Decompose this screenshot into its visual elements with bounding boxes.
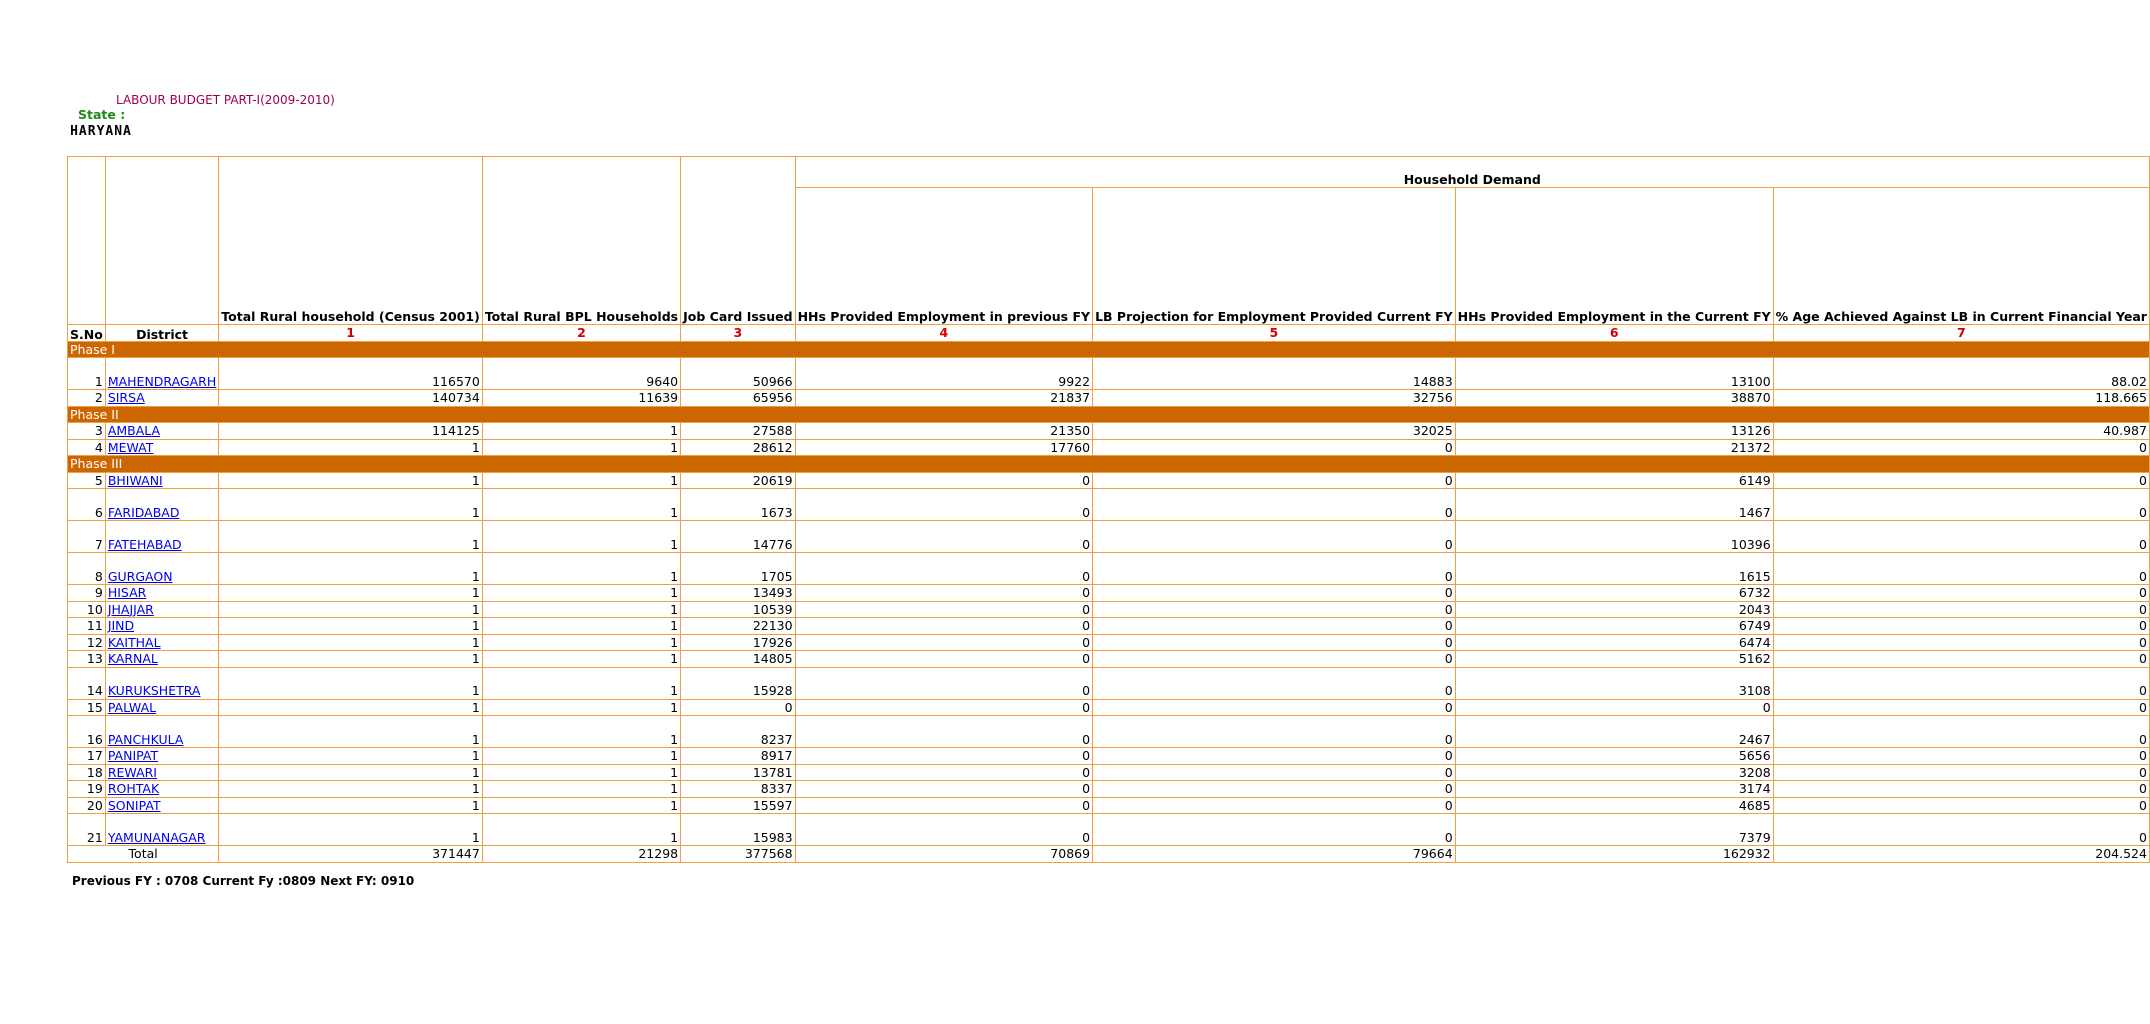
value-cell: 0 <box>1773 601 2149 618</box>
value-cell: 0 <box>1773 797 2149 814</box>
value-cell: 1 <box>482 634 680 651</box>
value-cell: 0 <box>1773 699 2149 716</box>
total-row <box>68 846 2150 863</box>
district-link[interactable]: FARIDABAD <box>107 504 180 520</box>
value-cell: 15983 <box>681 814 795 846</box>
district-link[interactable]: BHIWANI <box>107 472 163 488</box>
value-cell: 0 <box>1093 764 1456 781</box>
district-link[interactable]: MAHENDRAGARH <box>107 373 217 389</box>
value-cell: 1 <box>482 716 680 748</box>
table-row <box>68 601 2150 618</box>
value-cell: 0 <box>795 489 1092 521</box>
phase-row <box>68 456 2150 473</box>
value-cell: 0 <box>1093 553 1456 585</box>
value-cell: 1 <box>482 521 680 553</box>
phase-label: Phase III <box>68 456 2150 473</box>
value-cell: 0 <box>1773 748 2149 765</box>
value-cell: 1 <box>482 585 680 602</box>
value-cell: 14776 <box>681 521 795 553</box>
value-cell: 0 <box>681 699 795 716</box>
value-cell: 1 <box>219 814 483 846</box>
blank-header-cell <box>68 157 106 325</box>
phase-row <box>68 406 2150 423</box>
value-cell: 1467 <box>1455 489 1773 521</box>
value-cell: 0 <box>1093 699 1456 716</box>
value-cell: 0 <box>1093 667 1456 699</box>
header-district: District <box>105 325 218 342</box>
sno-cell: 2 <box>68 390 106 407</box>
district-link[interactable]: JHAJJAR <box>107 601 154 617</box>
state-label: State : <box>78 107 126 122</box>
district-link[interactable]: KARNAL <box>107 651 158 666</box>
value-cell: 10396 <box>1455 521 1773 553</box>
value-cell: 13781 <box>681 764 795 781</box>
value-cell: 0 <box>1773 439 2149 456</box>
value-cell: 0 <box>1773 716 2149 748</box>
value-cell: 0 <box>1093 814 1456 846</box>
value-cell: 5162 <box>1455 651 1773 668</box>
value-cell: 3108 <box>1455 667 1773 699</box>
table-row <box>68 439 2150 456</box>
value-cell: 38870 <box>1455 390 1773 407</box>
district-link[interactable]: KAITHAL <box>107 634 161 650</box>
district-link[interactable]: ROHTAK <box>107 781 160 796</box>
value-cell: 15928 <box>681 667 795 699</box>
table-row <box>68 553 2150 585</box>
value-cell: 1 <box>219 601 483 618</box>
value-cell: 1 <box>219 699 483 716</box>
column-number: 5 <box>1093 325 1456 342</box>
district-link[interactable]: MEWAT <box>107 439 154 455</box>
value-cell: 1 <box>482 439 680 456</box>
value-cell: 1 <box>482 472 680 489</box>
value-cell: 0 <box>795 716 1092 748</box>
value-cell: 1 <box>219 797 483 814</box>
value-cell: 1 <box>219 667 483 699</box>
value-cell: 0 <box>795 797 1092 814</box>
value-cell: 1 <box>219 472 483 489</box>
sno-cell: 4 <box>68 439 106 456</box>
value-cell: 20619 <box>681 472 795 489</box>
district-cell <box>105 472 218 489</box>
district-link[interactable]: SIRSA <box>107 390 145 405</box>
district-link[interactable]: HISAR <box>107 585 147 600</box>
value-cell: 0 <box>795 634 1092 651</box>
column-number-row <box>68 325 2150 342</box>
value-cell: 118.665 <box>1773 390 2149 407</box>
value-cell: 0 <box>1773 553 2149 585</box>
district-cell <box>105 601 218 618</box>
district-cell <box>105 423 218 440</box>
value-cell: 0 <box>1773 472 2149 489</box>
sno-cell: 21 <box>68 814 106 846</box>
district-cell <box>105 748 218 765</box>
sno-cell: 9 <box>68 585 106 602</box>
header-lb-projection: LB Projection for Employment Provided Current FY <box>1093 188 1456 325</box>
value-cell: 0 <box>795 472 1092 489</box>
value-cell: 11639 <box>482 390 680 407</box>
table-row <box>68 781 2150 798</box>
district-cell <box>105 764 218 781</box>
sno-cell: 17 <box>68 748 106 765</box>
table-row <box>68 651 2150 668</box>
value-cell: 0 <box>1773 764 2149 781</box>
value-cell: 1 <box>482 699 680 716</box>
district-link[interactable]: KURUKSHETRA <box>107 683 201 698</box>
value-cell: 0 <box>795 651 1092 668</box>
sno-cell: 20 <box>68 797 106 814</box>
total-value-cell: 162932 <box>1455 846 1773 863</box>
value-cell: 1 <box>219 521 483 553</box>
report-title-year: (2009-2010) <box>260 93 335 107</box>
sno-cell: 10 <box>68 601 106 618</box>
value-cell: 6749 <box>1455 618 1773 635</box>
sno-cell: 3 <box>68 423 106 440</box>
value-cell: 1 <box>219 553 483 585</box>
table-row <box>68 358 2150 390</box>
value-cell: 15597 <box>681 797 795 814</box>
district-cell <box>105 814 218 846</box>
value-cell: 1 <box>482 781 680 798</box>
value-cell: 0 <box>1093 797 1456 814</box>
value-cell: 1 <box>482 748 680 765</box>
fy-footnote: Previous FY : 0708 Current Fy :0809 Next FY: 0910 <box>72 874 415 888</box>
value-cell: 0 <box>795 667 1092 699</box>
table-row <box>68 521 2150 553</box>
value-cell: 5656 <box>1455 748 1773 765</box>
value-cell: 0 <box>1093 618 1456 635</box>
value-cell: 13100 <box>1455 358 1773 390</box>
value-cell: 0 <box>1093 521 1456 553</box>
value-cell: 0 <box>795 553 1092 585</box>
value-cell: 1 <box>219 618 483 635</box>
value-cell: 13126 <box>1455 423 1773 440</box>
phase-row <box>68 341 2150 358</box>
district-link[interactable]: REWARI <box>107 764 157 780</box>
header-sno: S.No <box>68 325 106 342</box>
district-cell <box>105 634 218 651</box>
phase-label: Phase II <box>68 406 2150 423</box>
district-link[interactable]: PANCHKULA <box>107 731 184 747</box>
value-cell: 27588 <box>681 423 795 440</box>
district-cell <box>105 553 218 585</box>
value-cell: 0 <box>1093 489 1456 521</box>
value-cell: 1615 <box>1455 553 1773 585</box>
district-link[interactable]: YAMUNANAGAR <box>107 829 206 845</box>
total-value-cell: 21298 <box>482 846 680 863</box>
total-value-cell: 204.524 <box>1773 846 2149 863</box>
value-cell: 8337 <box>681 781 795 798</box>
value-cell: 9922 <box>795 358 1092 390</box>
value-cell: 3208 <box>1455 764 1773 781</box>
value-cell: 32025 <box>1093 423 1456 440</box>
district-cell <box>105 585 218 602</box>
report-title <box>116 93 335 107</box>
value-cell: 1 <box>219 781 483 798</box>
sno-cell: 15 <box>68 699 106 716</box>
column-number: 6 <box>1455 325 1773 342</box>
value-cell: 1 <box>482 797 680 814</box>
district-cell <box>105 618 218 635</box>
value-cell: 2043 <box>1455 601 1773 618</box>
header-household-demand: Household Demand <box>795 157 2149 188</box>
value-cell: 0 <box>1773 651 2149 668</box>
table-row <box>68 390 2150 407</box>
district-link[interactable]: SONIPAT <box>107 797 161 813</box>
header-total-rural-household: Total Rural household (Census 2001) <box>219 157 483 325</box>
value-cell: 0 <box>795 814 1092 846</box>
sno-cell: 7 <box>68 521 106 553</box>
district-cell <box>105 489 218 521</box>
value-cell: 0 <box>1773 585 2149 602</box>
value-cell: 32756 <box>1093 390 1456 407</box>
header-total-rural-bpl: Total Rural BPL Households <box>482 157 680 325</box>
value-cell: 1 <box>482 814 680 846</box>
district-link[interactable]: FATEHABAD <box>107 536 182 552</box>
value-cell: 14805 <box>681 651 795 668</box>
value-cell: 21372 <box>1455 439 1773 456</box>
value-cell: 0 <box>1093 601 1456 618</box>
column-number: 4 <box>795 325 1092 342</box>
district-cell <box>105 439 218 456</box>
value-cell: 50966 <box>681 358 795 390</box>
sno-cell: 1 <box>68 358 106 390</box>
value-cell: 9640 <box>482 358 680 390</box>
value-cell: 0 <box>1093 634 1456 651</box>
table-row <box>68 797 2150 814</box>
blank-header-cell <box>105 157 218 325</box>
header-percent-achieved: % Age Achieved Against LB in Current Financial Year <box>1773 188 2149 325</box>
value-cell: 21837 <box>795 390 1092 407</box>
value-cell: 4685 <box>1455 797 1773 814</box>
total-value-cell: 371447 <box>219 846 483 863</box>
phase-label: Phase I <box>68 341 2150 358</box>
table-row <box>68 716 2150 748</box>
value-cell: 1 <box>219 764 483 781</box>
district-link[interactable]: PALWAL <box>107 699 157 715</box>
total-value-cell: 70869 <box>795 846 1092 863</box>
column-number: 7 <box>1773 325 2149 342</box>
value-cell: 1 <box>482 553 680 585</box>
value-cell: 0 <box>795 748 1092 765</box>
value-cell: 0 <box>795 618 1092 635</box>
value-cell: 1 <box>482 489 680 521</box>
value-cell: 0 <box>795 781 1092 798</box>
value-cell: 14883 <box>1093 358 1456 390</box>
value-cell: 0 <box>1093 585 1456 602</box>
sno-cell: 6 <box>68 489 106 521</box>
sno-cell: 13 <box>68 651 106 668</box>
value-cell: 7379 <box>1455 814 1773 846</box>
value-cell: 0 <box>1455 699 1773 716</box>
value-cell: 1 <box>219 651 483 668</box>
value-cell: 17926 <box>681 634 795 651</box>
value-cell: 10539 <box>681 601 795 618</box>
value-cell: 0 <box>1773 814 2149 846</box>
district-cell <box>105 781 218 798</box>
value-cell: 6474 <box>1455 634 1773 651</box>
value-cell: 1 <box>482 764 680 781</box>
value-cell: 1705 <box>681 553 795 585</box>
value-cell: 1 <box>219 716 483 748</box>
value-cell: 1 <box>219 748 483 765</box>
header-job-card-issued: Job Card Issued <box>681 157 795 325</box>
value-cell: 22130 <box>681 618 795 635</box>
table-row <box>68 814 2150 846</box>
report-title-main: LABOUR BUDGET PART-I <box>116 93 261 107</box>
value-cell: 6732 <box>1455 585 1773 602</box>
value-cell: 1 <box>482 618 680 635</box>
district-cell <box>105 797 218 814</box>
sno-cell: 5 <box>68 472 106 489</box>
sno-cell: 8 <box>68 553 106 585</box>
value-cell: 0 <box>1093 781 1456 798</box>
value-cell: 114125 <box>219 423 483 440</box>
sno-cell: 16 <box>68 716 106 748</box>
value-cell: 1 <box>219 585 483 602</box>
sno-cell: 12 <box>68 634 106 651</box>
column-number: 1 <box>219 325 483 342</box>
table-row <box>68 585 2150 602</box>
table-row <box>68 489 2150 521</box>
value-cell: 88.02 <box>1773 358 2149 390</box>
value-cell: 2467 <box>1455 716 1773 748</box>
table-row <box>68 748 2150 765</box>
district-link[interactable]: GURGAON <box>107 568 173 584</box>
value-cell: 1673 <box>681 489 795 521</box>
value-cell: 0 <box>1773 781 2149 798</box>
value-cell: 0 <box>1773 618 2149 635</box>
value-cell: 0 <box>1093 651 1456 668</box>
value-cell: 140734 <box>219 390 483 407</box>
district-cell <box>105 699 218 716</box>
district-cell <box>105 358 218 390</box>
value-cell: 21350 <box>795 423 1092 440</box>
value-cell: 40.987 <box>1773 423 2149 440</box>
value-cell: 0 <box>1093 439 1456 456</box>
value-cell: 8917 <box>681 748 795 765</box>
district-cell <box>105 521 218 553</box>
value-cell: 1 <box>219 634 483 651</box>
table-row <box>68 634 2150 651</box>
district-link[interactable]: AMBALA <box>107 423 161 438</box>
value-cell: 0 <box>795 764 1092 781</box>
value-cell: 1 <box>219 489 483 521</box>
district-cell <box>105 390 218 407</box>
value-cell: 3174 <box>1455 781 1773 798</box>
value-cell: 65956 <box>681 390 795 407</box>
sno-cell: 11 <box>68 618 106 635</box>
table-row <box>68 472 2150 489</box>
value-cell: 13493 <box>681 585 795 602</box>
value-cell: 1 <box>482 423 680 440</box>
sno-cell: 18 <box>68 764 106 781</box>
header-hhs-current-fy: HHs Provided Employment in the Current FY <box>1455 188 1773 325</box>
value-cell: 8237 <box>681 716 795 748</box>
state-name: HARYANA <box>70 124 132 139</box>
labour-budget-table <box>67 156 2150 863</box>
total-label: Total <box>68 846 219 863</box>
column-number: 2 <box>482 325 680 342</box>
header-hhs-prev-fy: HHs Provided Employment in previous FY <box>795 188 1092 325</box>
value-cell: 0 <box>1773 667 2149 699</box>
sno-cell: 19 <box>68 781 106 798</box>
value-cell: 0 <box>795 521 1092 553</box>
value-cell: 1 <box>482 601 680 618</box>
table-row <box>68 699 2150 716</box>
value-cell: 116570 <box>219 358 483 390</box>
district-link[interactable]: JIND <box>107 618 135 633</box>
value-cell: 0 <box>1093 716 1456 748</box>
table-row <box>68 667 2150 699</box>
value-cell: 0 <box>1093 748 1456 765</box>
value-cell: 0 <box>1773 489 2149 521</box>
value-cell: 28612 <box>681 439 795 456</box>
district-cell <box>105 651 218 668</box>
sno-cell: 14 <box>68 667 106 699</box>
total-value-cell: 377568 <box>681 846 795 863</box>
value-cell: 1 <box>482 651 680 668</box>
value-cell: 0 <box>795 601 1092 618</box>
value-cell: 0 <box>795 585 1092 602</box>
value-cell: 0 <box>1093 472 1456 489</box>
value-cell: 0 <box>1773 521 2149 553</box>
table-row <box>68 764 2150 781</box>
value-cell: 0 <box>795 699 1092 716</box>
table-row <box>68 618 2150 635</box>
column-number: 3 <box>681 325 795 342</box>
district-link[interactable]: PANIPAT <box>107 748 159 763</box>
table-row <box>68 423 2150 440</box>
district-cell <box>105 667 218 699</box>
value-cell: 6149 <box>1455 472 1773 489</box>
value-cell: 1 <box>219 439 483 456</box>
district-cell <box>105 716 218 748</box>
value-cell: 1 <box>482 667 680 699</box>
value-cell: 0 <box>1773 634 2149 651</box>
total-value-cell: 79664 <box>1093 846 1456 863</box>
value-cell: 17760 <box>795 439 1092 456</box>
